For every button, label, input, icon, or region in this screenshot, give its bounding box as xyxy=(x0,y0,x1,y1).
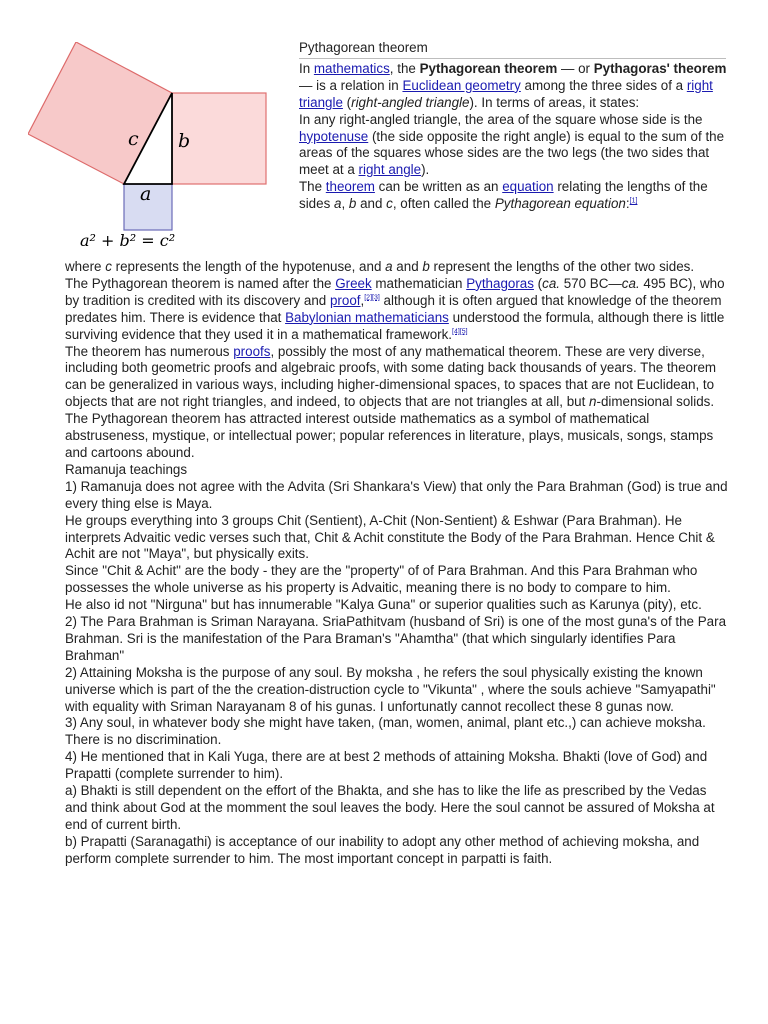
text-run: ( xyxy=(342,94,352,110)
text-run: , the xyxy=(389,60,420,76)
text-run: The Pythagorean theorem is named after the xyxy=(65,275,336,291)
text-run: Pythagorean equation xyxy=(494,196,626,212)
wiki-link[interactable]: proofs xyxy=(233,343,271,359)
text-run: In xyxy=(299,60,314,76)
text-run: ca. xyxy=(542,275,561,291)
text-run: , xyxy=(360,292,365,308)
text-run: b xyxy=(422,259,430,274)
text-run: can be written as an xyxy=(374,179,503,195)
text-run: understood the formula, although there is little surviving evidence that they used it in a mathematical framework. xyxy=(65,309,725,342)
wiki-link[interactable]: Euclidean geometry xyxy=(402,77,521,93)
text-run: where xyxy=(65,259,106,274)
wiki-link[interactable]: [4][5] xyxy=(452,328,468,336)
label-b: b xyxy=(178,130,191,152)
label-c: c xyxy=(128,128,139,150)
text-run: and xyxy=(392,259,423,274)
text-run: a xyxy=(385,259,393,274)
teaching-paragraph: 2) Attaining Moksha is the purpose of any soul. By moksha , he refers the soul physically existing the known universe which is part of the the creation-distruction cycle to "Vikunta" , where the souls achieve "Samyapathi" with equality with Sriman Narayanam 8 of his gunas. I unfortunatly cannot recollect these 8 gunas now. xyxy=(65,664,716,714)
text-run: -dimensional solids. The Pythagorean theorem has attracted interest outside mathematics as a symbol of mathematical abstruseness, mystique, or intellectual power; popular references in literature, plays, musicals, songs, stamps and cartoons abound. xyxy=(65,394,715,460)
text-run: 495 BC), who by tradition is credited with its discovery and xyxy=(65,275,725,308)
text-run: b xyxy=(348,196,357,212)
text-run: The xyxy=(299,179,326,195)
ramanuja-heading: Ramanuja teachings xyxy=(65,461,188,477)
text-run: ( xyxy=(533,275,543,291)
text-run: ). xyxy=(421,162,430,178)
wiki-link[interactable]: Pythagoras xyxy=(466,275,534,291)
wiki-link[interactable]: proof xyxy=(329,292,361,308)
wiki-link[interactable]: right triangle xyxy=(299,77,713,110)
wiki-link[interactable]: Greek xyxy=(335,275,372,291)
text-run: ca. xyxy=(621,275,640,291)
teaching-paragraph: 2) The Para Brahman is Sriman Narayana. SriaPathitvam (husband of Sri) is one of the most guna's of the Para Brahman. Sri is the manifestation of the Para Braman's "Ahamtha" (that which singularly identifies Para Brahman" xyxy=(65,614,727,663)
text-run: — is a relation in xyxy=(299,77,403,93)
history-paragraph xyxy=(65,276,729,344)
wiki-link[interactable]: equation xyxy=(502,179,554,195)
pythagorean-formula: a² + b² = c² xyxy=(80,231,176,250)
teaching-paragraph: a) Bhakti is still dependent on the effort of the Bhakta, and she has to like the life as prescribed by the Vedas and think about God at the momment the soul leaves the body. Here the soul cannot be assured of Moksha at end of current birth. xyxy=(65,783,715,832)
text-run: n xyxy=(589,394,597,410)
label-a: a xyxy=(140,183,152,205)
proofs-paragraph xyxy=(65,344,729,462)
wiki-link[interactable]: theorem xyxy=(325,179,375,195)
wiki-link[interactable]: right angle xyxy=(358,162,422,178)
text-run: : xyxy=(625,196,630,212)
text-run: The theorem has numerous xyxy=(65,343,234,359)
text-run: ). In terms of areas, it states: xyxy=(469,94,640,110)
article-title: Pythagorean theorem xyxy=(299,40,726,59)
text-run: 570 BC— xyxy=(560,275,622,291)
text-run: c xyxy=(386,196,393,212)
statement-paragraph xyxy=(299,112,727,180)
text-run: , often called the xyxy=(392,196,495,212)
teaching-paragraph: 1) Ramanuja does not agree with the Advita (Sri Shankara's View) that only the Para Brahman (God) is true and every thing else is Maya. xyxy=(65,478,728,511)
teaching-paragraph: b) Prapatti (Saranagathi) is acceptance of our inability to adopt any other method of achieving moksha, and perform complete surrender to him. The most important concept in parpatti is faith. xyxy=(65,833,700,866)
text-run: In any right-angled triangle, the area of the square whose side is the xyxy=(299,111,703,127)
text-run: , xyxy=(341,196,349,212)
text-run: among the three sides of a xyxy=(520,77,687,93)
text-run: right-angled triangle xyxy=(351,94,470,110)
teaching-paragraph: He groups everything into 3 groups Chit (Sentient), A-Chit (Non-Sentient) & Eshwar (Para Brahman). He interprets Advaitic vedic verses such that, Chit & Achit constitute the Body of the Para Brahman. Hence Chit & Achit are not "Maya", but physically exits. xyxy=(65,512,715,562)
text-run: mathematician xyxy=(371,275,467,291)
text-run: represent the lengths of the other two sides. xyxy=(429,259,695,274)
article-intro-column xyxy=(299,40,727,213)
equation-paragraph xyxy=(299,179,727,213)
text-run: c xyxy=(105,259,112,274)
teaching-paragraph: 3) Any soul, in whatever body she might have taken, (man, women, animal, plant etc.,) can achieve moksha. There is no discrimination. xyxy=(65,715,706,748)
text-run: relating the lengths of the sides xyxy=(299,179,708,212)
where-paragraph xyxy=(65,259,729,276)
teaching-paragraph: Since "Chit & Achit" are the body - they are the "property" of of Para Brahman. And this Para Brahman who possesses the whole universe as his property is Advaitic, meaning there is no body to compare to him. xyxy=(65,563,698,596)
text-run: although it is often argued that knowledge of the theorem predates him. There is evidence that xyxy=(65,292,722,325)
wiki-link[interactable]: [2][3] xyxy=(364,294,380,302)
text-run: — or xyxy=(557,60,594,76)
article-body xyxy=(65,259,729,868)
teaching-paragraph: 4) He mentioned that in Kali Yuga, there are at best 2 methods of attaining Moksha. Bhakti (love of God) and Prapatti (complete surrender to him). xyxy=(65,749,708,782)
wiki-link[interactable]: mathematics xyxy=(313,60,390,76)
text-run: Pythagoras' theorem xyxy=(593,60,727,76)
teaching-paragraph: He also id not "Nirguna" but has innumerable "Kalya Guna" or superior qualities such as Karunya (pity), etc. xyxy=(65,597,702,613)
wiki-link[interactable]: hypotenuse xyxy=(299,128,369,144)
intro-paragraph xyxy=(299,61,727,112)
ramanuja-teachings xyxy=(65,479,729,868)
text-run: a xyxy=(333,196,342,212)
text-run: Pythagorean theorem xyxy=(419,60,558,76)
text-run: represents the length of the hypotenuse, and xyxy=(111,259,386,274)
wiki-link[interactable]: Babylonian mathematicians xyxy=(285,309,449,325)
wiki-link[interactable]: [1] xyxy=(629,197,638,205)
text-run: (the side opposite the right angle) is equal to the sum of the areas of the squares whose sides are the two legs (the two sides that meet at a xyxy=(299,128,725,178)
text-run: and xyxy=(356,196,387,212)
text-run: , possibly the most of any mathematical theorem. These are very diverse, including both geometric proofs and algebraic proofs, with some dating back thousands of years. The theorem can be generalized in various ways, including higher-dimensional spaces, to spaces that are not Euclidean, to objects that are not right triangles, and indeed, to objects that are not triangles at all, but xyxy=(65,343,717,410)
